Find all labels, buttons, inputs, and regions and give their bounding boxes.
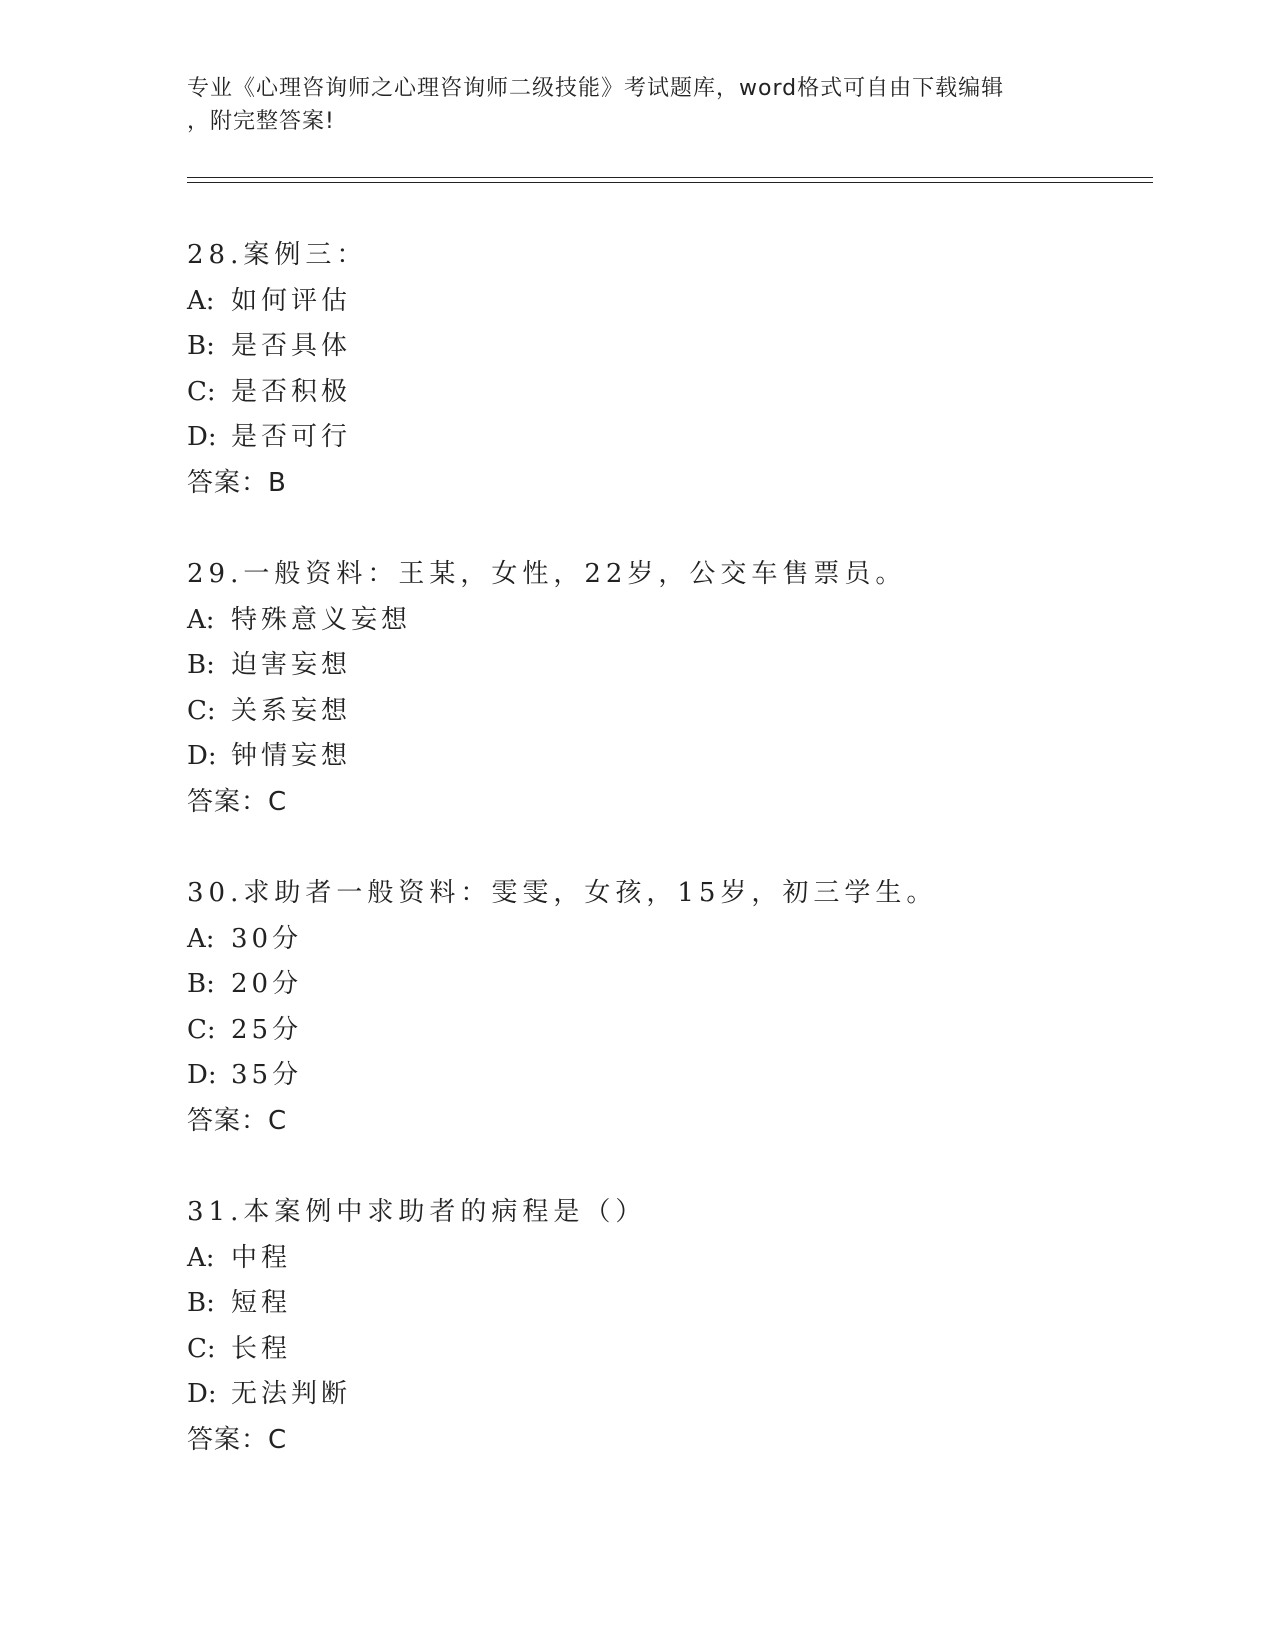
option-b — [187, 1281, 1147, 1327]
option-c — [187, 1327, 1147, 1373]
option-text: 长程 — [231, 1333, 292, 1364]
option-key: A: — [187, 285, 215, 316]
option-text: 30分 — [231, 923, 303, 954]
option-a — [187, 1236, 1147, 1282]
option-key: C: — [187, 376, 216, 407]
option-text: 20分 — [231, 969, 303, 999]
option-key: B: — [187, 650, 215, 680]
question-stem: 30.求助者一般资料：雯雯，女孩，15岁，初三学生。 — [187, 878, 938, 908]
question-28 — [187, 233, 1147, 506]
option-key: C: — [187, 695, 216, 726]
question-30 — [187, 871, 1147, 1144]
question-stem: 29.一般资料：王某，女性，22岁，公交车售票员。 — [187, 559, 907, 589]
option-text: 特殊意义妄想 — [231, 604, 412, 635]
option-key: D: — [187, 1379, 217, 1409]
option-a — [187, 917, 1147, 963]
question-stem: 31.本案例中求助者的病程是（） — [187, 1197, 647, 1227]
option-key: B: — [187, 1288, 215, 1318]
option-text: 中程 — [231, 1242, 292, 1273]
option-a — [187, 279, 1147, 325]
option-key: D: — [187, 1060, 217, 1090]
question-stem: 28.案例三： — [187, 240, 368, 270]
option-b — [187, 962, 1147, 1008]
answer-line: 答案：B — [187, 467, 287, 498]
option-key: A: — [187, 1242, 215, 1273]
option-a — [187, 598, 1147, 644]
option-text: 25分 — [231, 1014, 303, 1045]
option-d — [187, 734, 1147, 780]
header-line-1: 专业《心理咨询师之心理咨询师二级技能》考试题库，word格式可自由下载编辑 — [187, 76, 1005, 101]
option-text: 迫害妄想 — [231, 650, 352, 680]
option-b — [187, 324, 1147, 370]
option-key: D: — [187, 741, 217, 771]
document-header — [187, 72, 1067, 138]
option-c — [187, 1008, 1147, 1054]
option-key: B: — [187, 331, 215, 361]
option-key: C: — [187, 1333, 216, 1364]
answer-line: 答案：C — [187, 786, 288, 817]
header-line-2: ，附完整答案! — [187, 109, 335, 134]
option-text: 短程 — [231, 1288, 292, 1318]
option-key: D: — [187, 422, 217, 452]
option-c — [187, 370, 1147, 416]
option-d — [187, 1372, 1147, 1418]
option-c — [187, 689, 1147, 735]
option-text: 钟情妄想 — [231, 741, 352, 771]
option-text: 无法判断 — [231, 1379, 352, 1409]
option-text: 如何评估 — [231, 285, 352, 316]
option-text: 是否可行 — [231, 422, 352, 452]
option-text: 是否积极 — [231, 376, 352, 407]
question-29 — [187, 552, 1147, 825]
header-rule-bottom — [187, 182, 1153, 183]
header-rule-top — [187, 177, 1153, 178]
option-key: C: — [187, 1014, 216, 1045]
option-d — [187, 415, 1147, 461]
option-b — [187, 643, 1147, 689]
option-key: A: — [187, 604, 215, 635]
answer-line: 答案：C — [187, 1424, 288, 1455]
answer-line: 答案：C — [187, 1105, 288, 1136]
option-key: B: — [187, 969, 215, 999]
option-key: A: — [187, 923, 215, 954]
option-text: 关系妄想 — [231, 695, 352, 726]
question-31 — [187, 1190, 1147, 1463]
option-text: 35分 — [231, 1060, 303, 1090]
option-text: 是否具体 — [231, 331, 352, 361]
option-d — [187, 1053, 1147, 1099]
